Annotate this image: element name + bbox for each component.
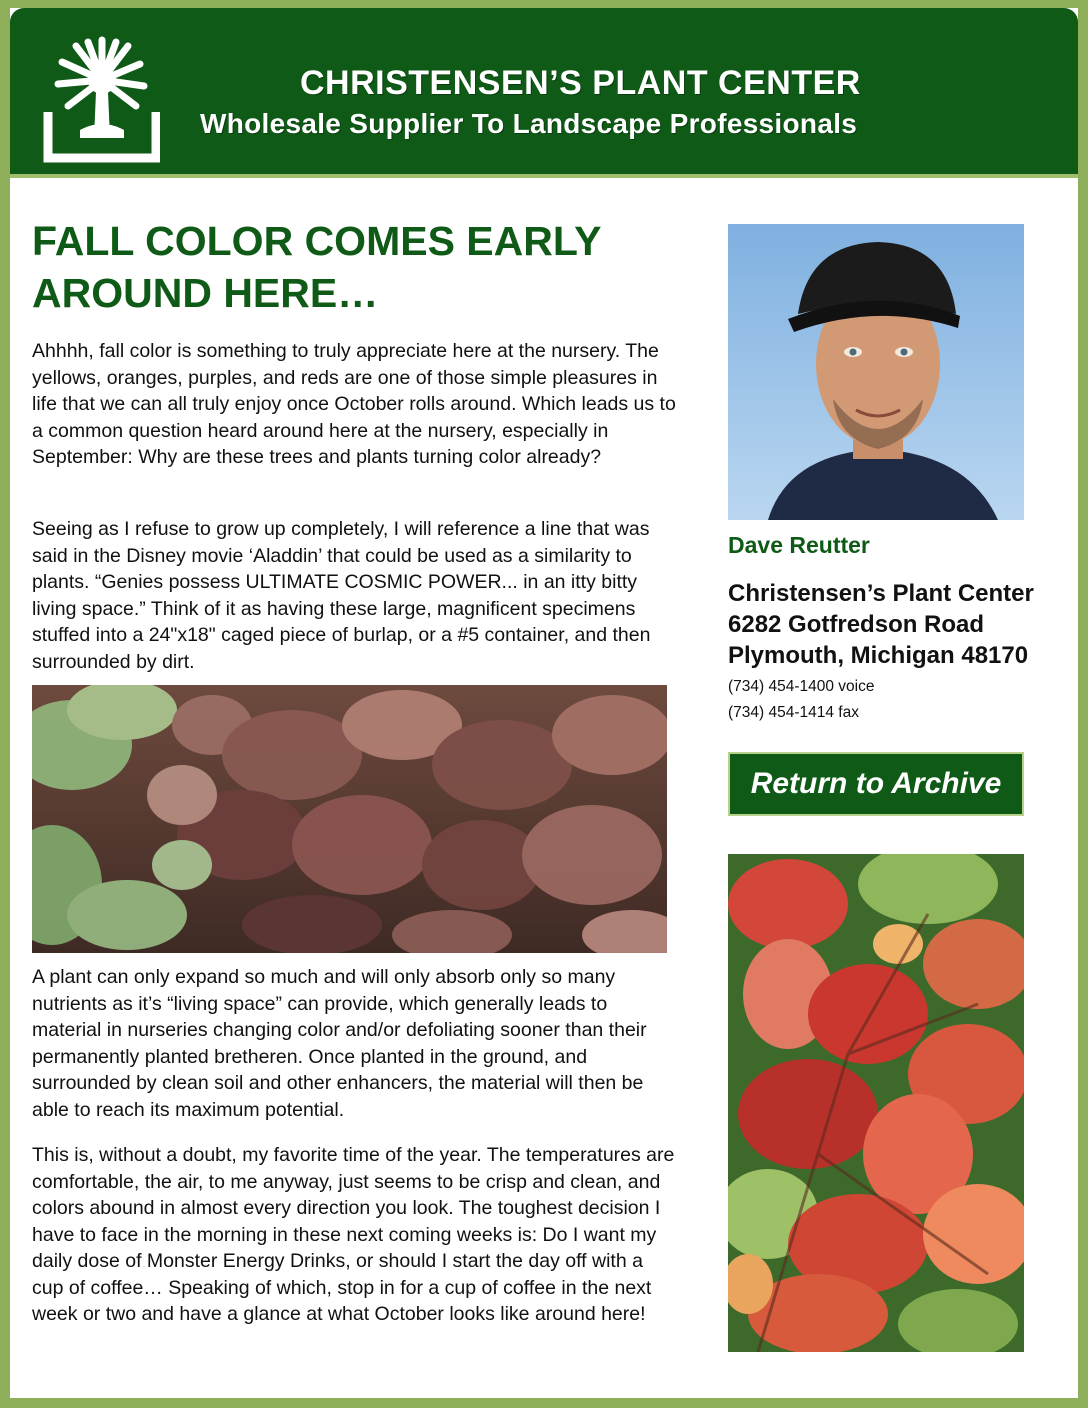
author-name: Dave Reutter	[728, 532, 870, 558]
article-paragraph-3: A plant can only expand so much and will only absorb only so many nutrients as it’s “living space” can provide, which generally leads to material in nurseries changing color and/or defoliating sooner than their permanently planted bretheren. Once planted in the ground, and surrounded by clean soil and other enhancers, the material will then be able to reach its maximum potential.	[32, 966, 647, 1121]
header-subtitle: Wholesale Supplier To Landscape Professionals	[200, 108, 858, 139]
purple-foliage-photo	[32, 685, 667, 953]
red-leaves-photo	[728, 854, 1024, 1352]
article-headline	[32, 215, 672, 319]
article-paragraph-2: Seeing as I refuse to grow up completely, I will reference a line that was said in the Disney movie ‘Aladdin’ that could be used as a similarity to plants. “Genies possess ULTIMATE COSMIC POWER... in an itty bitty living space.” Think of it as having these large, magnificent specimens stuffed into a 24"x18" caged piece of burlap, or a #5 container, and then surrounded by dirt.	[32, 518, 651, 673]
headline-line-1: FALL COLOR COMES EARLY	[32, 218, 602, 264]
fax-number: (734) 454-1414 fax	[728, 704, 859, 721]
author-portrait-photo	[728, 224, 1024, 520]
city-state-zip: Plymouth, Michigan 48170	[728, 642, 1029, 669]
site-header	[10, 8, 1078, 178]
company-name: Christensen’s Plant Center	[728, 580, 1034, 607]
header-title: CHRISTENSEN’S PLANT CENTER	[300, 64, 861, 102]
headline-line-2: AROUND HERE…	[32, 270, 379, 316]
article-paragraph-4: This is, without a doubt, my favorite time of the year. The temperatures are comfortable, the air, to me anyway, just seems to be crisp and clean, and colors abound in almost every direction you look. The toughest decision I have to face in the morning in these next coming weeks is: Do I want my daily dose of Monster Energy Drinks, or should I start the day off with a cup of coffee… Speaking of which, stop in for a cup of coffee in the next week or two and have a glance at what October looks like around here!	[32, 1144, 675, 1325]
article-paragraph-1: Ahhhh, fall color is something to truly appreciate here at the nursery. The yellows, oranges, purples, and reds are one of those simple pleasures in life that we can all truly enjoy once October rolls around. Which leads us to a common question heard around here at the nursery, especially in September: Why are these trees and plants turning color already?	[32, 340, 676, 468]
return-to-archive-button[interactable]: Return to Archive	[728, 752, 1024, 816]
voice-phone: (734) 454-1400 voice	[728, 678, 875, 695]
street-address: 6282 Gotfredson Road	[728, 611, 985, 638]
tree-in-bracket-logo-icon	[40, 34, 160, 166]
